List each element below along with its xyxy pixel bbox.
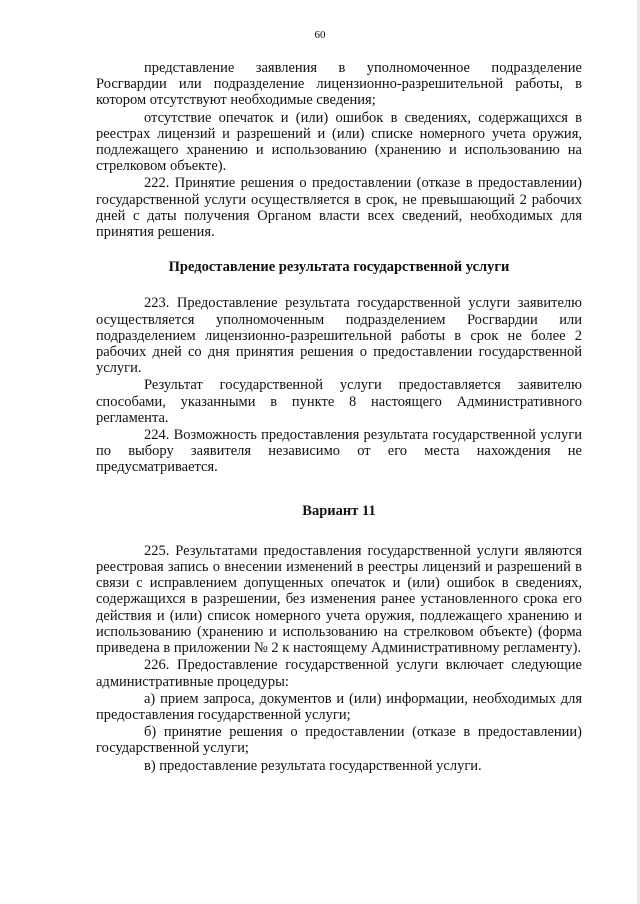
section-heading: Вариант 11 <box>302 502 376 519</box>
paragraph: отсутствие опечаток и (или) ошибок в сведениях, содержащихся в реестрах лицензий и разрешений и (или) списке номерного учета оружия, подлежащего хранению и использованию (хранению и использованию на стрелковом объекте). <box>96 109 582 175</box>
paragraph: 226. Предоставление государственной услуги включает следующие административные процедуры: <box>96 657 582 690</box>
page-number: 60 <box>314 29 326 41</box>
section-heading: Предоставление результата государственной услуги <box>168 259 510 276</box>
list-item: в) предоставление результата государственной услуги. <box>144 757 482 774</box>
list-item: б) принятие решения о предоставлении (отказе в предоставлении) государственной услуги; <box>96 724 582 757</box>
paragraph: 222. Принятие решения о предоставлении (отказе в предоставлении) государственной услуги осуществляется в срок, не превышающий 2 рабочих дней с даты получения Органом власти всех сведений, необходимых для принятия решения. <box>96 175 582 241</box>
list-item: а) прием запроса, документов и (или) информации, необходимых для предоставления государственной услуги; <box>96 690 582 723</box>
document-body <box>96 60 582 774</box>
paragraph: представление заявления в уполномоченное подразделение Росгвардии или подразделение лицензионно-разрешительной работы, в котором отсутствуют необходимые сведения; <box>96 60 582 109</box>
paragraph: 223. Предоставление результата государственной услуги заявителю осуществляется уполномоченным подразделением Росгвардии или подразделением лицензионно-разрешительной работы в срок не более 2 рабочих дней со дня принятия решения о предоставлении государственной услуги. <box>96 295 582 377</box>
paragraph: Результат государственной услуги предоставляется заявителю способами, указанными в пункте 8 настоящего Административного регламента. <box>96 377 582 426</box>
paragraph: 225. Результатами предоставления государственной услуги являются реестровая запись о внесении изменений в реестры лицензий и разрешений в связи с исправлением допущенных опечаток и (или) ошибок в сведениях, содержащихся в разрешении, без изменения ранее установленного срока его действия и (или) список номерного учета оружия, подлежащего хранению и использованию (хранению и использованию на стрелковом объекте) (форма приведена в приложении № 2 к настоящему Административному регламенту). <box>96 542 582 657</box>
paragraph: 224. Возможность предоставления результата государственной услуги по выбору заявителя независимо от его места нахождения не предусматривается. <box>96 427 582 476</box>
